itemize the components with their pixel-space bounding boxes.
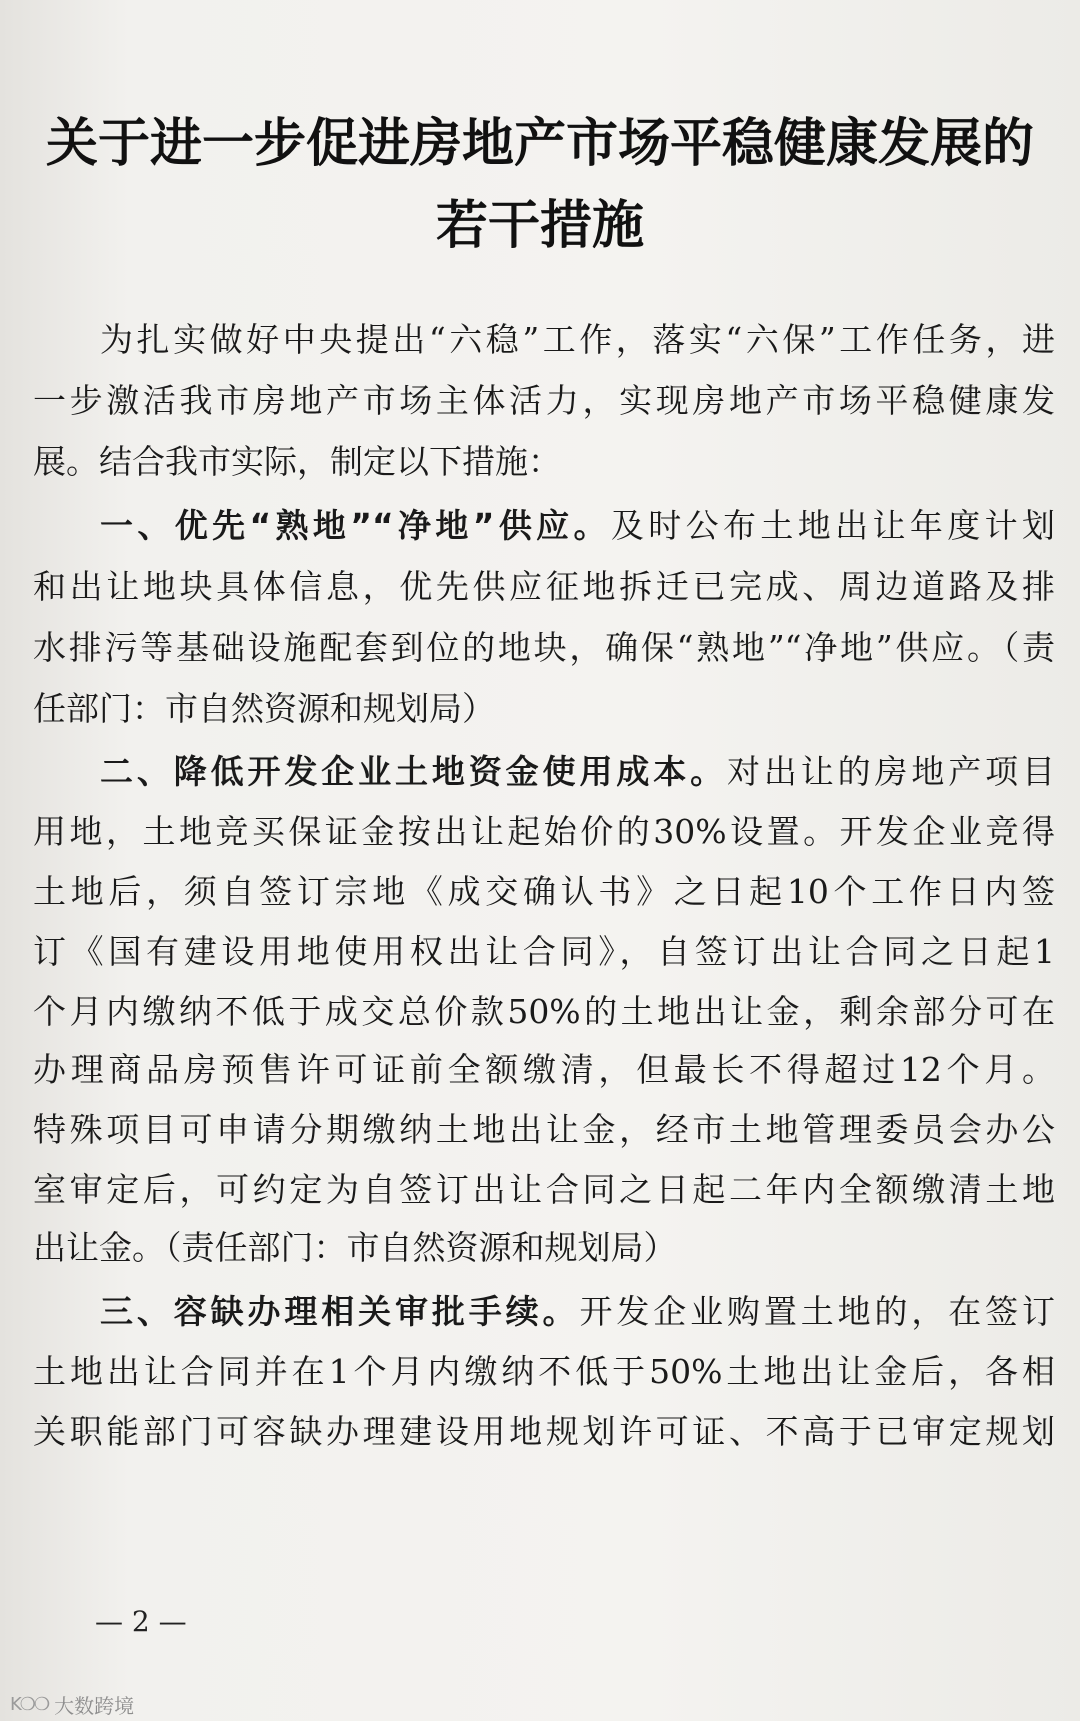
section-heading: 二、降低开发企业土地资金使用成本。 [100,752,727,791]
body-line: 室审定后，可约定为自签订出让合同之日起二年内全额缴清土地 [33,1170,1055,1209]
section-heading-line: 三、容缺办理相关审批手续。开发企业购置土地的，在签订 [100,1292,1056,1331]
body-line: 为扎实做好中央提出“六稳”工作，落实“六保”工作任务，进 [100,320,1055,359]
body-line: 土地后，须自签订宗地《成交确认书》之日起10个工作日内签 [33,872,1055,911]
body-line: 展。结合我市实际，制定以下措施： [33,442,561,481]
document-title-line-1: 关于进一步促进房地产市场平稳健康发展的 [45,114,1034,174]
body-line: 一步激活我市房地产市场主体活力，实现房地产市场平稳健康发 [33,381,1055,420]
body-line: 水排污等基础设施配套到位的地块，确保“熟地”“净地”供应。（责 [33,628,1055,667]
body-line: 订《国有建设用地使用权出让合同》，自签订出让合同之日起1 [33,932,1055,971]
document-title-line-2: 若干措施 [435,196,644,256]
section-heading-line: 一、优先“熟地”“净地”供应。及时公布土地出让年度计划 [100,506,1056,545]
body-line: 和出让地块具体信息，优先供应征地拆迁已完成、周边道路及排 [33,567,1055,606]
section-heading-line: 二、降低开发企业土地资金使用成本。对出让的房地产项目 [100,752,1056,791]
body-line: 办理商品房预售许可证前全额缴清，但最长不得超过12个月。 [33,1050,1055,1089]
body-line: 土地出让合同并在1个月内缴纳不低于50%土地出让金后，各相 [33,1352,1055,1391]
body-line: 用地，土地竞买保证金按出让起始价的30%设置。开发企业竞得 [33,812,1055,851]
body-line: 任部门：市自然资源和规划局） [33,689,495,728]
section-heading: 三、容缺办理相关审批手续。 [100,1292,580,1331]
body-line: 特殊项目可申请分期缴纳土地出让金，经市土地管理委员会办公 [33,1110,1055,1149]
page-number: — 2 — [95,1605,187,1638]
watermark-logo-icon: K❍❍ [10,1694,49,1715]
section-heading: 一、优先“熟地”“净地”供应。 [100,506,611,545]
watermark [10,1690,134,1719]
body-line: 出让金。（责任部门：市自然资源和规划局） [33,1228,677,1267]
watermark-text: 大数跨境 [54,1694,135,1718]
body-line: 关职能部门可容缺办理建设用地规划许可证、不高于已审定规划 [33,1412,1055,1451]
body-line: 个月内缴纳不低于成交总价款50%的土地出让金，剩余部分可在 [33,992,1055,1031]
